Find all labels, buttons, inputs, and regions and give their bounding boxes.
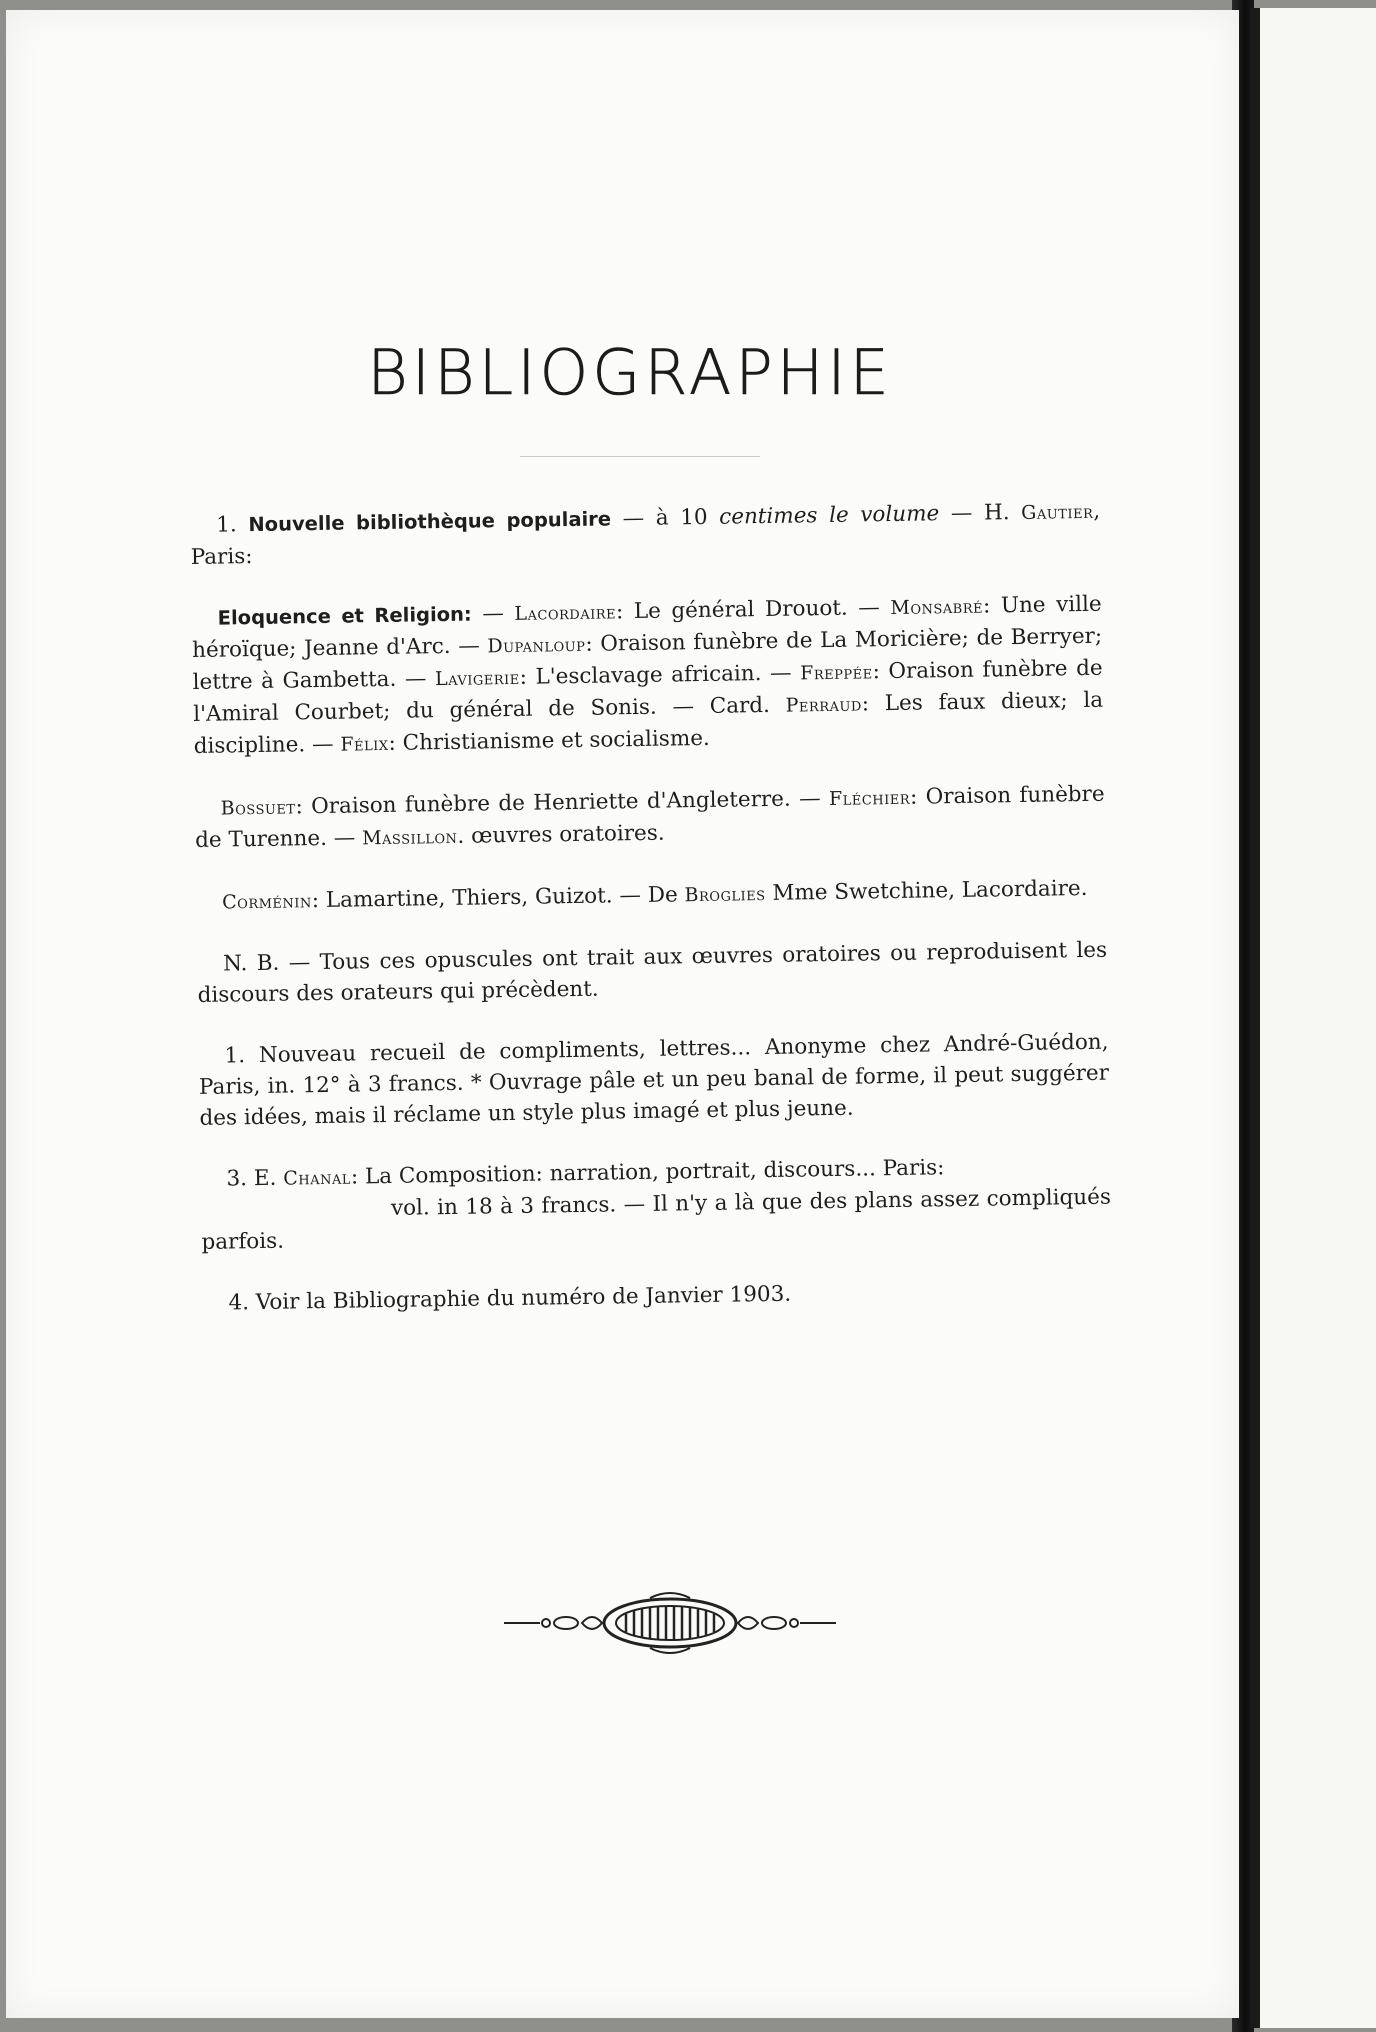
- entry-bossuet: Bossuet: Oraison funèbre de Henriette d'Angleterre. — Fléchier: Oraison funèbre de Turenne. — Massillon. œuvres oratoires.: [194, 781, 1105, 853]
- decorative-ornament-icon: [500, 1588, 840, 1658]
- facing-page-edge: [1250, 8, 1376, 2028]
- bibliography-body: [190, 496, 1113, 1349]
- entry-cormenin: Corménin: Lamartine, Thiers, Guizot. — De Broglies Mme Swetchine, Lacordaire.: [221, 875, 1088, 914]
- publisher-name: Gautier: [1021, 500, 1094, 524]
- entry-collection: 1. Nouvelle bibliothèque populaire — à 10 centimes le volume — H. Gautier, Paris:: [190, 498, 1101, 570]
- collection-price: centimes le volume: [719, 501, 940, 530]
- footnote-1: 1. Nouveau recueil de compliments, lettres... Anonyme chez André-Guédon, Paris, in. 12° à 3 francs. * Ouvrage pâle et un peu banal de forme, il peut suggérer des idées, mais il réclame un style plus imagé et plus jeune.: [198, 1029, 1110, 1131]
- note-nb: N. B. — Tous ces opuscules ont trait aux œuvres oratoires ou reproduisent les discours des orateurs qui précèdent.: [197, 937, 1108, 1008]
- title-divider: [520, 456, 760, 457]
- collection-name: Nouvelle bibliothèque populaire: [248, 507, 612, 537]
- footnote-4: 4. Voir la Bibliographie du numéro de Janvier 1903.: [228, 1281, 792, 1316]
- footnote-3-continued: vol. in 18 à 3 francs. — Il n'y a là que des plans assez compliqués parfois.: [201, 1184, 1112, 1255]
- page-title: BIBLIOGRAPHIE: [367, 336, 893, 409]
- entry-eloquence: Eloquence et Religion: — Lacordaire: Le général Drouot. — Monsabré: Une ville héroïque; Jeanne d'Arc. — Dupanloup: Oraison funèbre de La Moricière; de Berryer; lettre à Gambetta. — Lavigerie: L'esclavage africain. — Freppée: Oraison funèbre de l'Amiral Courbet; du général de Sonis. — Card. Perraud: Les faux dieux; la discipline. — Félix: Christianisme et socialisme.: [192, 591, 1104, 759]
- footnote-3: 3. E. Chanal: La Composition: narration, portrait, discours... Paris:: [226, 1155, 945, 1192]
- section-heading: Eloquence et Religion:: [217, 602, 472, 630]
